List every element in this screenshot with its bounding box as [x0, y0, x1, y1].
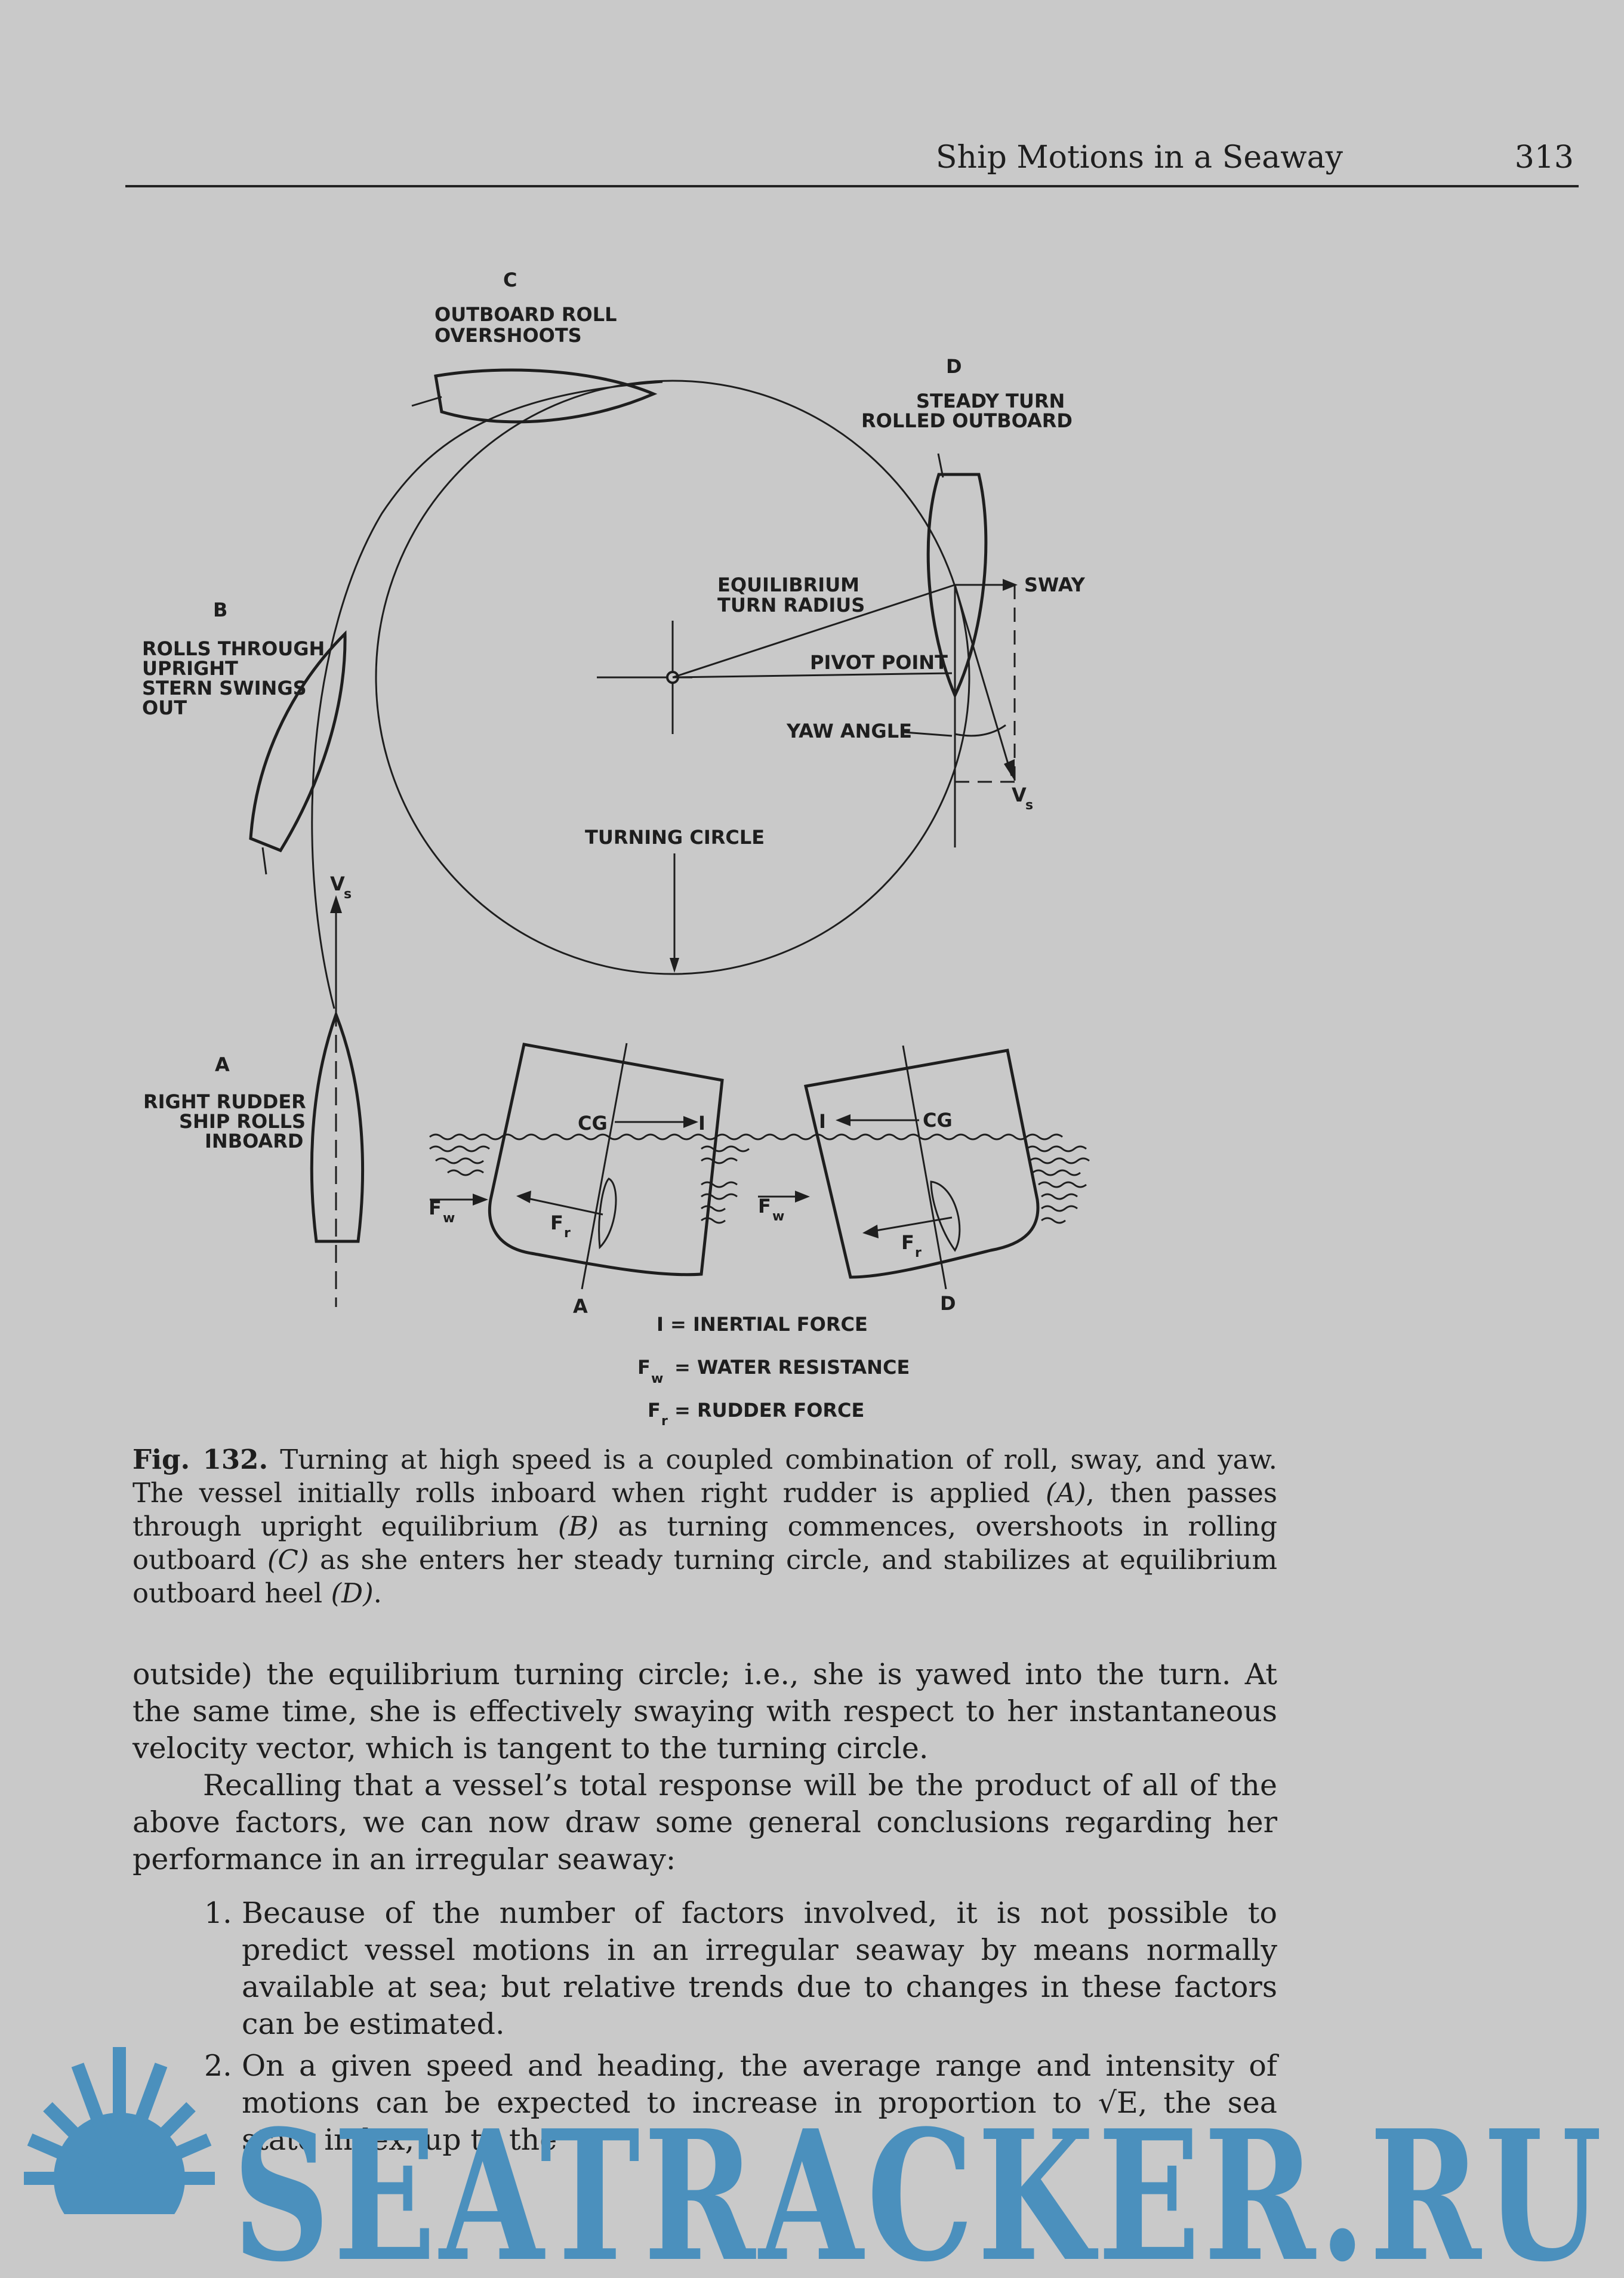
caption-text-3: as turning commences, overshoots in rolling outboard — [132, 1511, 1277, 1576]
label-section-a: A — [573, 1295, 588, 1318]
label-yaw-angle: YAW ANGLE — [787, 720, 912, 742]
label-b: B — [213, 599, 228, 621]
label-d: D — [946, 355, 962, 378]
caption-ref-c: (C) — [267, 1544, 309, 1576]
section-d-rudder — [931, 1182, 960, 1250]
section-d-fr-head — [862, 1225, 879, 1238]
label-a-desc-3: INBOARD — [205, 1130, 304, 1152]
paragraph-1: outside) the equilibrium turning circle; i.e., she is yawed into the turn. At the same time, she is effectively swaying with respect to her instantaneous velocity vector, which is tangent to the turning circle. — [132, 1657, 1277, 1765]
ship-b-stern — [263, 847, 266, 874]
legend-fr-symbol: F — [648, 1399, 661, 1422]
label-b-desc-4: OUT — [142, 696, 187, 719]
label-section-d: D — [940, 1292, 956, 1315]
ship-a-hull — [312, 1015, 362, 1241]
page-number: 313 — [1514, 140, 1574, 175]
watermark-text: SEATRACKER.RU — [233, 2091, 1605, 2274]
radius-to-pivot — [673, 673, 952, 677]
label-fw-a: F — [429, 1197, 442, 1219]
label-c-desc-2: OVERSHOOTS — [434, 324, 582, 347]
ship-b-hull — [251, 634, 345, 850]
caption-text-4: as she enters her steady turning circle, and stabilizes at equilibrium outboard heel — [132, 1544, 1277, 1609]
label-turning-circle: TURNING CIRCLE — [585, 826, 765, 849]
legend-fw-sub: w — [651, 1371, 664, 1386]
vs-vector-d-head — [1004, 759, 1015, 781]
label-fr-a: F — [550, 1212, 563, 1234]
label-a: A — [215, 1053, 230, 1076]
list-item-text: Because of the number of factors involved, it is not possible to predict vessel motions in an irregular seaway by means normally available at sea; but relative trends due to changes in these factors can be estimated. — [242, 1896, 1277, 2041]
label-b-desc-2: UPRIGHT — [142, 657, 238, 680]
label-inertia-d: I — [819, 1110, 826, 1133]
label-vs-d: V — [1012, 784, 1027, 806]
caption-text-1: Turning at high speed is a coupled combination of roll, sway, and yaw. The vessel initially rolls inboard when right rudder is applied — [132, 1444, 1277, 1509]
label-fw-d: F — [758, 1195, 771, 1217]
figure-caption — [132, 1443, 1277, 1610]
legend-fr-sub: r — [661, 1414, 668, 1429]
legend-water-resistance: = WATER RESISTANCE — [674, 1356, 910, 1379]
label-vs-a-sub: s — [344, 887, 352, 902]
caption-ref-d: (D) — [331, 1577, 374, 1609]
running-title: Ship Motions in a Seaway — [935, 140, 1343, 175]
label-a-desc-2: SHIP ROLLS — [179, 1110, 306, 1133]
label-fw-d-sub: w — [772, 1209, 785, 1224]
label-vs-d-sub: s — [1025, 798, 1034, 813]
label-cg-a: CG — [578, 1112, 608, 1135]
caption-ref-a: (A) — [1045, 1477, 1086, 1509]
paragraph-2: Recalling that a vessel’s total response will be the product of all of the above factors, we can now draw some general conclusions regarding her performance in an irregular seaway: — [132, 1768, 1277, 1876]
section-d-inertia-head — [836, 1114, 850, 1126]
ship-c-mast — [412, 397, 442, 406]
label-eq-radius-2: TURN RADIUS — [717, 594, 865, 616]
ship-track — [312, 382, 662, 1009]
label-fr-a-sub: r — [564, 1226, 571, 1241]
caption-label: Fig. 132. — [132, 1444, 269, 1475]
section-d-hull — [806, 1050, 1038, 1277]
list-item — [132, 1895, 1277, 2043]
label-c-desc-1: OUTBOARD ROLL — [434, 303, 617, 326]
list-item-number: 1. — [204, 1896, 232, 1930]
section-a-inertia-head — [683, 1116, 698, 1128]
list-item-text-a: On a given speed and heading, the average range and intensity of motions can be expected to increase in proportion to — [242, 2049, 1277, 2120]
section-a-rudder — [599, 1179, 616, 1247]
vs-vector-a-head — [330, 895, 342, 913]
label-cg-d: CG — [923, 1109, 953, 1132]
legend-inertial: I = INERTIAL FORCE — [657, 1313, 868, 1336]
label-fw-a-sub: w — [443, 1211, 455, 1226]
list-item-number: 2. — [204, 2049, 232, 2083]
section-d-waves — [1027, 1146, 1089, 1223]
label-b-desc-1: ROLLS THROUGH — [142, 637, 325, 660]
vs-vector-d — [955, 585, 1012, 776]
list-item-text-b: , the sea state index, up to the — [242, 2086, 1277, 2157]
label-sway: SWAY — [1024, 574, 1085, 596]
sun-icon — [24, 2047, 221, 2274]
label-b-desc-3: STERN SWINGS — [142, 677, 307, 699]
section-d-fw-head — [795, 1191, 810, 1203]
waterline — [430, 1135, 1062, 1139]
label-eq-radius-1: EQUILIBRIUM — [717, 574, 860, 596]
label-fr-d: F — [901, 1231, 914, 1254]
ship-c-hull — [436, 370, 654, 422]
section-a-fr-head — [516, 1191, 531, 1203]
sqrt-e: √E — [1098, 2086, 1138, 2120]
caption-ref-b: (B) — [557, 1511, 599, 1542]
turning-circle-arrowhead — [670, 958, 679, 973]
legend-rudder-force: = RUDDER FORCE — [674, 1399, 865, 1422]
label-inertia-a: I — [698, 1112, 705, 1135]
label-d-desc-1: STEADY TURN — [916, 390, 1065, 412]
label-c: C — [503, 269, 517, 291]
yaw-angle-arc — [955, 725, 1006, 736]
label-d-desc-2: ROLLED OUTBOARD — [861, 409, 1073, 432]
label-fr-d-sub: r — [915, 1246, 922, 1260]
section-a-axis — [582, 1043, 627, 1289]
label-pivot-point: PIVOT POINT — [810, 651, 948, 674]
caption-text-2: , then passes through upright equilibrium — [132, 1477, 1277, 1542]
watermark — [24, 2035, 1611, 2274]
section-a-fw-head — [473, 1194, 488, 1206]
caption-text-5: . — [373, 1577, 382, 1609]
legend-fw-symbol: F — [637, 1356, 651, 1379]
label-vs-a: V — [330, 873, 345, 895]
label-a-desc-1: RIGHT RUDDER — [143, 1090, 306, 1113]
